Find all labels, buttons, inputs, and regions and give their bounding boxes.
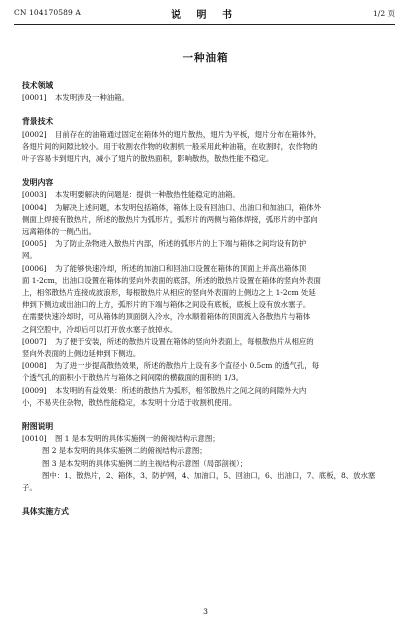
- paragraph-number: [0003]: [22, 190, 47, 200]
- paragraph-line: 远离箱体的一侧凸出。: [22, 227, 96, 237]
- paragraph-line: 图 1 是本发明的具体实施例一的俯视结构示意图；: [55, 434, 220, 444]
- paragraph-number: [0009]: [22, 385, 47, 395]
- section-heading: 技术领域: [22, 81, 54, 90]
- paragraph-0010: [22, 433, 393, 445]
- paragraph-number: [0004]: [22, 202, 47, 212]
- paragraph-line: 侧面上焊接有散热片，所述的散热片为弧形片，弧形片的两侧与箱体焊接，弧形片的中部向: [22, 214, 318, 224]
- paragraph-line: 个透气孔的面积小于散热片与箱体之间间隙的横截面的面积的 1/3。: [22, 373, 244, 383]
- paragraph-0008: [22, 360, 393, 372]
- publication-number: CN 104170589 A: [14, 8, 81, 17]
- paragraph-number: [0007]: [22, 336, 47, 346]
- paragraph-line: 竖向外表面的上侧边延伸到下侧边。: [22, 349, 141, 359]
- paragraph-0001: [22, 92, 393, 104]
- paragraph-0005: [22, 238, 393, 250]
- paragraph-line: 为了进一步提高散热效果，所述的散热片上设有多个直径小 0.5cm 的透气孔，每: [55, 361, 320, 371]
- paragraph-0009: [22, 385, 393, 397]
- paragraph-0003: [22, 189, 393, 201]
- paragraph-line: 图 2 是本发明的具体实施例二的俯视结构示意图；: [42, 446, 207, 456]
- paragraph-number: [0001]: [22, 93, 47, 103]
- paragraph-line: 面 1-2cm，出油口设置在箱体的竖向外表面的底部，所述的散热片设置在箱体的竖向外表面: [22, 275, 321, 285]
- section-heading: 附图说明: [22, 422, 54, 432]
- paragraph-0004: [22, 202, 393, 214]
- paragraph-0007: [22, 336, 393, 348]
- paragraph-line: 各翅片间的间隙比较小。用于收割农作物的收割机一般采用此种油箱，在收割时，农作物的: [22, 141, 318, 151]
- section-summary: [22, 177, 393, 409]
- section-tech-field: [22, 80, 393, 104]
- paragraph-number: [0010]: [22, 434, 47, 444]
- paragraph-line: 目前存在的油箱通过固定在箱体外的翅片散热，翅片为平板，翅片分布在箱体外，: [55, 129, 322, 139]
- paragraph-text: 本发明要解决的问题是：提供一种散热性能稳定的油箱。: [55, 190, 240, 200]
- document-body: [22, 80, 393, 519]
- paragraph-line: 图中：1、散热片，2、箱体，3、防护网，4、加油口，5、回油口，6、出油口，7、底板，8、放水塞: [42, 470, 376, 480]
- page-header: [14, 6, 395, 22]
- paragraph-line: 小，不易夹住杂物，散热性能稳定，本发明十分适于收割机使用。: [22, 397, 237, 407]
- paragraph-number: [0006]: [22, 263, 47, 273]
- paragraph-number: [0005]: [22, 239, 47, 249]
- document-type: 说 明 书: [171, 10, 238, 21]
- section-heading: 发明内容: [22, 178, 54, 188]
- paragraph-0006: [22, 263, 393, 275]
- document-title: 一种油箱: [182, 52, 229, 64]
- page-indicator: 1/2 页: [373, 9, 395, 18]
- paragraph-line: 伸到下侧边或出油口的上方，弧形片的下端与箱体之间设有底板，底板上设有放水塞子。: [22, 300, 311, 310]
- paragraph-line: 之间空腔中，冷却后可以打开放水塞子放掉水。: [22, 324, 178, 334]
- paragraph-line: 子。: [22, 483, 37, 493]
- page-number: 3: [203, 607, 208, 616]
- paragraph-line: 图 3 是本发明的具体实施例二的主视结构示意图（局部剖视）；: [42, 458, 248, 468]
- paragraph-text: 本发明涉及一种油箱。: [55, 93, 129, 103]
- paragraph-line: 为了防止杂物进入散热片内部，所述的弧形片的上下端与箱体之间均设有防护: [55, 239, 307, 249]
- section-drawings: [22, 421, 393, 494]
- paragraph-line: 叶子容易卡到翅片内，减小了翅片的散热面积，影响散热，散热性能不稳定。: [22, 154, 274, 164]
- paragraph-line: 为了便于安装，所述的散热片设置在箱体的竖向外表面上，每根散热片从相应的: [55, 336, 314, 346]
- paragraph-line: 本发明的有益效果：所述的散热片为弧形，相邻散热片之间之间的间隙外大内: [55, 385, 307, 395]
- header-divider: [14, 24, 395, 25]
- paragraph-line: 为解决上述问题，本发明包括箱体，箱体上设有回油口、出油口和加油口，箱体外: [55, 202, 322, 212]
- paragraph-line: 在需要快速冷却时，可从箱体的顶面倒入冷水，冷水顺着箱体的顶面流入各散热片与箱体: [22, 312, 311, 322]
- paragraph-number: [0002]: [22, 129, 47, 139]
- paragraph-number: [0008]: [22, 361, 47, 371]
- section-heading: 背景技术: [22, 117, 54, 127]
- paragraph-line: 网。: [22, 251, 37, 261]
- paragraph-line: 为了能够快速冷却，所述的加油口和回油口设置在箱体的顶面上并高出箱体顶: [55, 263, 307, 273]
- paragraph-line: 上，相邻散热片连接成波浪形，每根散热片从相应的竖向外表面的上侧边之上 1-2cm 处延: [22, 288, 316, 298]
- section-embodiment: [22, 506, 393, 518]
- section-heading: 具体实施方式: [22, 507, 69, 517]
- paragraph-0002: [22, 129, 393, 141]
- section-background: [22, 116, 393, 165]
